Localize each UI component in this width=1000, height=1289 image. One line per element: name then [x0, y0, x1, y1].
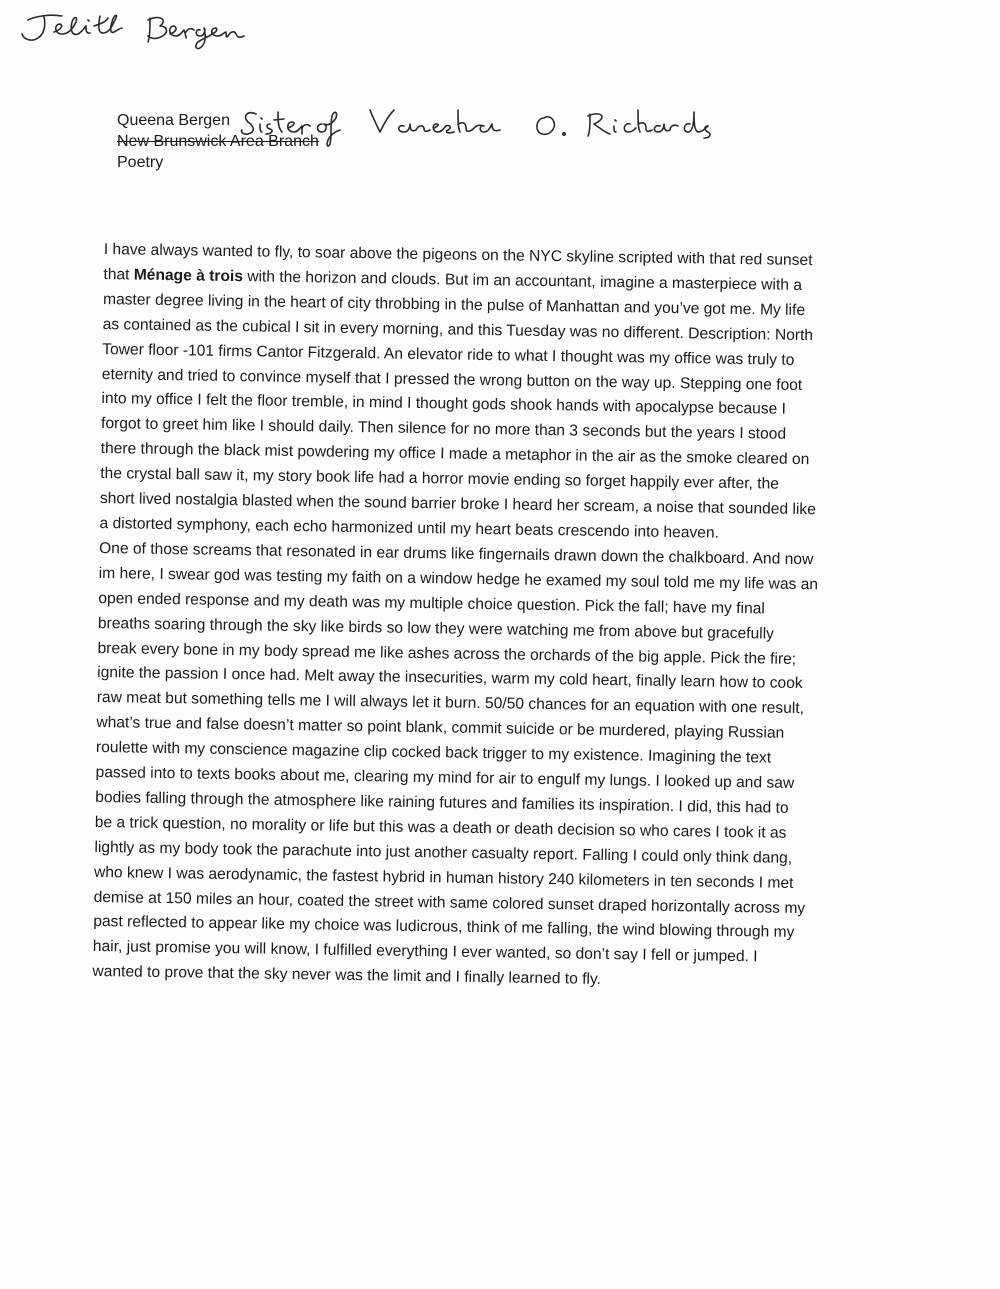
poem-line: breaths soaring through the sky like birds so low they were watching me from above but gracefully — [97, 614, 775, 643]
poem-line: open ended response and my death was my multiple choice question. Pick the fall; have my final — [98, 589, 765, 618]
poem-line: demise at 150 miles an hour, coated the street with same colored sunset draped horizontally across my — [93, 888, 806, 917]
poem-body — [92, 238, 874, 997]
poem-line: that Ménage à trois with the horizon and clouds. But im an accountant, imagine a masterpiece with a — [103, 265, 803, 294]
poem-line: passed into to texts books about me, clearing my mind for air to engulf my lungs. I looked up and saw — [95, 763, 795, 792]
poem-line: hair, just promise you will know, I fulfilled everything I ever wanted, so don’t say I fell or jumped. I — [92, 938, 758, 966]
poem-line: wanted to prove that the sky never was the limit and I finally learned to fly. — [92, 963, 602, 989]
handwritten-annotation — [238, 104, 728, 154]
poem-line: lightly as my body took the parachute into just another casualty report. Falling I could only think dang, — [94, 838, 793, 867]
poem-line: break every bone in my body spread me like ashes across the orchards of the big apple. Pick the fire; — [97, 639, 797, 668]
poem-line: Tower floor -101 firms Cantor Fitzgerald. An elevator ride to what I thought was my office was truly to — [102, 340, 795, 369]
category-label: Poetry — [117, 154, 164, 171]
bold-phrase: Ménage à trois — [133, 266, 244, 286]
poem-line: roulette with my conscience magazine clip cocked back trigger to my existence. Imagining the text — [95, 739, 772, 767]
poem-line: into my office I felt the floor tremble, in mind I thought gods shook hands with apocalypse because I — [101, 390, 787, 419]
poem-line: raw meat but something tells me I will always let it burn. 50/50 chances for an equation with one result, — [96, 689, 805, 718]
poem-line: who knew I was aerodynamic, the fastest hybrid in human history 240 kilometers in ten seconds I met — [93, 863, 794, 892]
poem-line: master degree living in the heart of city throbbing in the pulse of Manhattan and you’ve got me. My life — [102, 290, 806, 319]
poem-line: eternity and tried to convince myself that I pressed the wrong button on the way up. Stepping one foot — [101, 365, 803, 394]
author-name: Queena Bergen — [117, 112, 230, 129]
poem-line: as contained as the cubical I sit in every morning, and this Tuesday was no different. Description: North — [102, 315, 814, 344]
poem-line: what’s true and false doesn’t matter so point blank, commit suicide or be murdered, playing Russian — [96, 714, 785, 742]
poem-line: there through the black mist powdering my office I made a metaphor in the air as the smoke cleared on — [100, 440, 810, 469]
handwritten-signature — [10, 8, 250, 58]
poem-line: forgot to greet him like I should daily. Then silence for no more than 3 seconds but the years I stood — [100, 415, 787, 444]
poem-line: One of those screams that resonated in ear drums like fingernails drawn down the chalkboard. And now — [98, 539, 814, 569]
branch-name-struck: New Brunswick Area Branch — [117, 133, 319, 150]
poem-line: ignite the passion I once had. Melt away the insecurities, warm my cold heart, finally learn how to cook — [97, 664, 803, 693]
poem-line: I have always wanted to fly, to soar above the pigeons on the NYC skyline scripted with that red sunset — [103, 240, 813, 270]
poem-line: the crystal ball saw it, my story book life had a horror movie ending so forget happily ever after, the — [100, 465, 780, 493]
poem-line: short lived nostalgia blasted when the sound barrier broke I heard her scream, a noise that sounded like — [99, 490, 816, 519]
poem-line: im here, I swear god was testing my faith on a window hedge he examed my soul told me my life was an — [98, 564, 819, 594]
poem-line: bodies falling through the atmosphere like raining futures and families its inspiration. I did, this had to — [95, 788, 789, 817]
poem-line: be a trick question, no morality or life but this was a death or death decision so who cares I took it as — [94, 813, 787, 842]
poem-line: past reflected to appear like my choice was ludicrous, think of me falling, the wind blowing through my — [93, 913, 795, 942]
poem-line: a distorted symphony, each echo harmonized until my heart beats crescendo into heaven. — [99, 514, 720, 542]
